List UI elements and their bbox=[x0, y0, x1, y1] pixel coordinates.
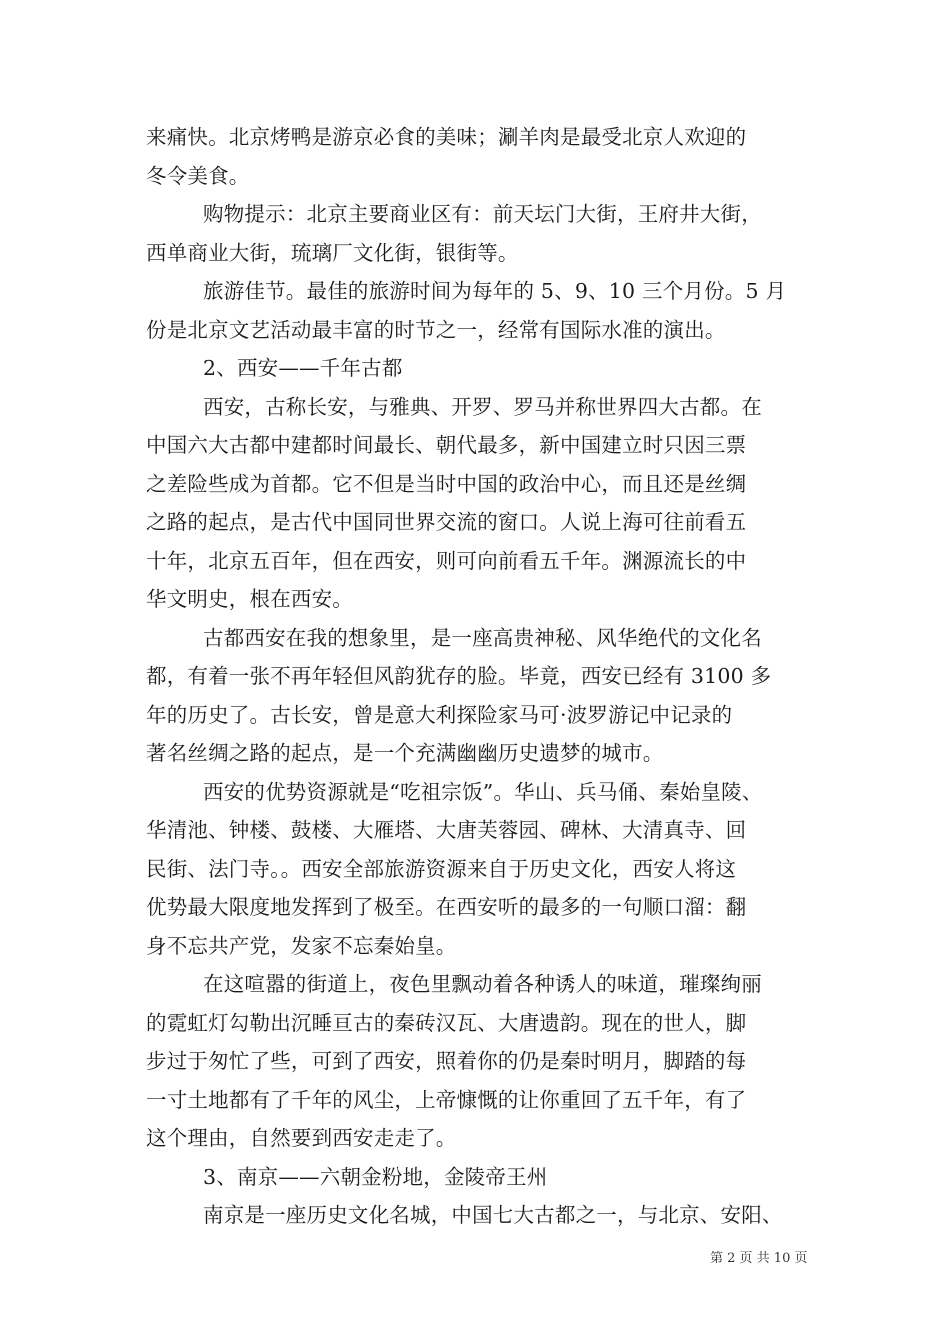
text-line: 来痛快。北京烤鸭是游京必食的美味；涮羊肉是最受北京人欢迎的 bbox=[146, 125, 747, 149]
text-line: 这个理由，自然要到西安走走了。 bbox=[146, 1126, 457, 1150]
page-number: 第 2 页 共 10 页 bbox=[710, 1251, 808, 1266]
text-line: 民街、法门寺。。西安全部旅游资源来自于历史文化，西安人将这 bbox=[146, 856, 737, 881]
text-line: 冬令美食。 bbox=[146, 163, 250, 188]
text-line: 十年，北京五百年，但在西安，则可向前看五千年。渊源流长的中 bbox=[146, 548, 747, 573]
text-line: 份是北京文艺活动最丰富的时节之一，经常有国际水准的演出。 bbox=[146, 317, 726, 342]
text-line: 的霓虹灯勾勒出沉睡亘古的秦砖汉瓦、大唐遗韵。现在的世人，脚 bbox=[146, 1010, 747, 1035]
text-line: 身不忘共产党，发家不忘秦始皇。 bbox=[146, 933, 457, 958]
text-line: 优势最大限度地发挥到了极至。在西安听的最多的一句顺口溜：翻 bbox=[146, 895, 747, 919]
section-heading: 2、西安——千年古都 bbox=[203, 356, 403, 380]
text-line: 西单商业大街，琉璃厂文化街，银街等。 bbox=[146, 240, 519, 265]
text-line: 中国六大古都中建都时间最长、朝代最多，新中国建立时只因三票 bbox=[146, 433, 747, 457]
text-line: 古都西安在我的想象里，是一座高贵神秘、风华绝代的文化名 bbox=[203, 625, 762, 650]
text-line: 在这喧嚣的街道上，夜色里飘动着各种诱人的味道，璀璨绚丽 bbox=[203, 972, 762, 996]
text-line: 一寸土地都有了千年的风尘，上帝慷慨的让你重回了五千年，有了 bbox=[146, 1087, 747, 1112]
text-line: 华文明史，根在西安。 bbox=[146, 587, 353, 611]
section-heading: 3、南京——六朝金粉地，金陵帝王州 bbox=[203, 1164, 548, 1189]
text-line: 之路的起点，是古代中国同世界交流的窗口。人说上海可往前看五 bbox=[146, 510, 747, 534]
document-body bbox=[146, 118, 826, 1235]
text-line: 西安的优势资源就是“吃祖宗饭”。华山、兵马俑、秦始皇陵、 bbox=[203, 779, 763, 804]
text-line: 西安，古称长安，与雅典、开罗、罗马并称世界四大古都。在 bbox=[203, 394, 762, 419]
text-line: 步过于匆忙了些，可到了西安，照着你的仍是秦时明月，脚踏的每 bbox=[146, 1049, 747, 1073]
text-line: 南京是一座历史文化名城，中国七大古都之一，与北京、安阳、 bbox=[203, 1203, 783, 1227]
text-line: 华清池、钟楼、鼓楼、大雁塔、大唐芙蓉园、碑林、大清真寺、回 bbox=[146, 818, 747, 842]
text-line: 购物提示：北京主要商业区有：前天坛门大街，王府井大街， bbox=[203, 202, 762, 226]
text-line: 之差险些成为首都。它不但是当时中国的政治中心，而且还是丝绸 bbox=[146, 471, 747, 496]
text-line: 年的历史了。古长安，曾是意大利探险家马可·波罗游记中记录的 bbox=[146, 702, 733, 727]
text-line: 著名丝绸之路的起点，是一个充满幽幽历史遗梦的城市。 bbox=[146, 741, 664, 765]
text-line: 旅游佳节。最佳的旅游时间为每年的 5、9、10 三个月份。5 月 bbox=[203, 279, 787, 303]
text-line: 都，有着一张不再年轻但风韵犹存的脸。毕竟，西安已经有 3100 多 bbox=[146, 664, 772, 688]
